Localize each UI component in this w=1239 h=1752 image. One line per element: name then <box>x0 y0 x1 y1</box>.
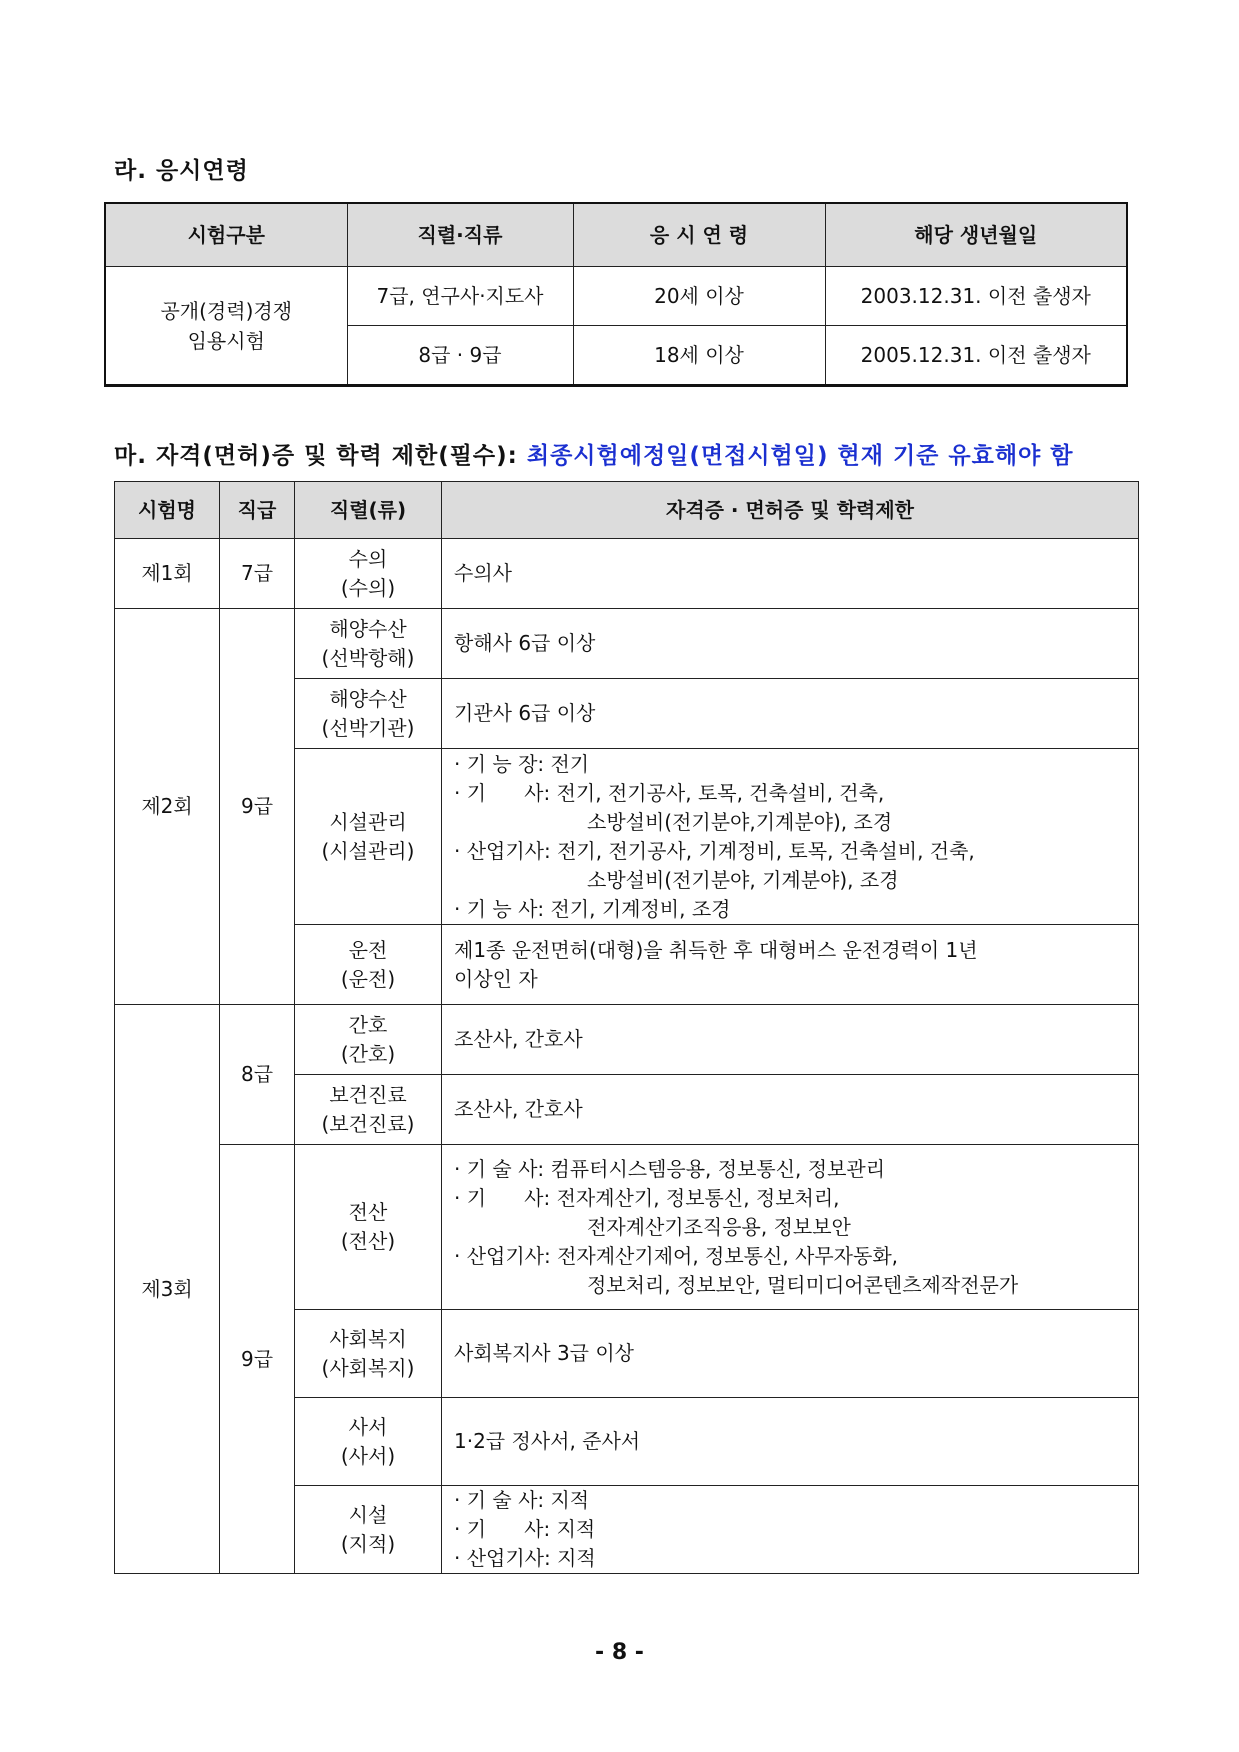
table-row <box>115 539 1139 609</box>
requirement-cell <box>442 679 1139 749</box>
age-cell: 18세 이상 <box>573 326 825 386</box>
requirement-line: 정보처리, 정보보안, 멀티미디어콘텐츠제작전문가 <box>587 1272 1019 1297</box>
requirement-line: 이상인 자 <box>454 966 538 991</box>
grade-cell: 9급 <box>220 609 295 1005</box>
series-line: 사서 <box>348 1414 388 1439</box>
requirement-line: · 기 능 사: 전기, 기계정비, 조경 <box>454 896 731 921</box>
series-line: 시설관리 <box>329 809 407 834</box>
header-cell: 시험구분 <box>105 203 347 267</box>
age-table <box>104 202 1128 387</box>
series-cell <box>295 679 442 749</box>
series-line: (사회복지) <box>321 1355 415 1380</box>
category-line: 임용시험 <box>187 328 265 353</box>
series-cell <box>295 1398 442 1486</box>
table-header-row <box>115 482 1139 539</box>
license-table <box>114 481 1139 1574</box>
series-cell <box>295 1486 442 1574</box>
exam-name-cell: 제1회 <box>115 539 220 609</box>
requirement-line: · 산업기사: 전기, 전기공사, 기계정비, 토목, 건축설비, 건축, <box>454 838 975 863</box>
requirement-line: 항해사 6급 이상 <box>454 631 596 655</box>
exam-name-cell: 제3회 <box>115 1005 220 1574</box>
series-line: (보건진료) <box>321 1111 415 1136</box>
header-cell: 직렬(류) <box>295 482 442 539</box>
series-line: 전산 <box>348 1200 388 1224</box>
section-title: 라. 응시연령 <box>114 158 249 184</box>
series-line: 해양수산 <box>329 616 407 641</box>
header-cell: 직급 <box>220 482 295 539</box>
section-heading-ma <box>114 437 1074 470</box>
requirement-line: · 기 술 사: 지적 <box>454 1488 590 1512</box>
requirement-cell <box>442 1310 1139 1398</box>
requirement-cell: 수의사 <box>442 539 1139 609</box>
series-cell <box>295 925 442 1005</box>
requirement-line: · 산업기사: 전자계산기제어, 정보통신, 사무자동화, <box>454 1243 898 1268</box>
exam-category-cell <box>105 267 347 386</box>
requirement-cell <box>442 925 1139 1005</box>
series-line: (선박기관) <box>321 715 415 740</box>
category-line: 공개(경력)경쟁 <box>160 298 293 323</box>
series-line: (선박항해) <box>321 645 415 670</box>
requirement-line: · 산업기사: 지적 <box>454 1546 596 1570</box>
series-line: 보건진료 <box>329 1082 407 1107</box>
grade-cell: 7급 <box>220 539 295 609</box>
page-number: - 8 - <box>595 1640 644 1665</box>
section-heading-ra <box>114 152 249 185</box>
age-cell: 20세 이상 <box>573 267 825 326</box>
header-cell: 자격증 · 면허증 및 학력제한 <box>442 482 1139 539</box>
table-row <box>105 267 1127 326</box>
series-line: (간호) <box>340 1041 396 1066</box>
series-cell <box>295 539 442 609</box>
series-cell <box>295 749 442 925</box>
requirement-cell <box>442 1005 1139 1075</box>
series-line: (전산) <box>340 1229 396 1253</box>
requirement-cell <box>442 1398 1139 1486</box>
series-cell <box>295 609 442 679</box>
header-cell: 해당 생년월일 <box>825 203 1127 267</box>
requirement-line: 조산사, 간호사 <box>454 1027 583 1051</box>
grade-cell: 8급 <box>220 1005 295 1145</box>
series-cell: 7급, 연구사·지도사 <box>347 267 573 326</box>
requirement-line: · 기 사: 지적 <box>454 1517 596 1541</box>
series-cell: 8급 · 9급 <box>347 326 573 386</box>
series-line: 수의 <box>348 546 388 571</box>
requirement-line: 기관사 6급 이상 <box>454 701 596 725</box>
requirement-line: · 기 능 장: 전기 <box>454 751 590 776</box>
series-line: 사회복지 <box>329 1326 407 1351</box>
requirement-cell <box>442 1075 1139 1145</box>
section-note: 최종시험예정일(면접시험일) 현재 기준 유효해야 함 <box>526 443 1074 469</box>
exam-name-cell: 제2회 <box>115 609 220 1005</box>
requirement-line: 소방설비(전기분야, 기계분야), 조경 <box>587 867 899 892</box>
birth-cell: 2003.12.31. 이전 출생자 <box>825 267 1127 326</box>
table-row <box>115 1145 1139 1310</box>
series-line: 해양수산 <box>329 686 407 711</box>
series-line: (사서) <box>340 1443 396 1468</box>
requirement-cell <box>442 749 1139 925</box>
requirement-line: 1·2급 정사서, 준사서 <box>454 1429 641 1453</box>
requirement-line: 소방설비(전기분야,기계분야), 조경 <box>587 809 893 834</box>
requirement-line: · 기 술 사: 컴퓨터시스템응용, 정보통신, 정보관리 <box>454 1156 886 1181</box>
series-line: 운전 <box>348 937 388 962</box>
section-title: 마. 자격(면허)증 및 학력 제한(필수): <box>114 443 527 469</box>
series-cell <box>295 1075 442 1145</box>
table-row <box>115 1005 1139 1075</box>
birth-cell: 2005.12.31. 이전 출생자 <box>825 326 1127 386</box>
requirement-line: 사회복지사 3급 이상 <box>454 1341 634 1365</box>
header-cell: 시험명 <box>115 482 220 539</box>
header-cell: 응 시 연 령 <box>573 203 825 267</box>
series-line: (수의) <box>340 575 396 600</box>
requirement-line: 조산사, 간호사 <box>454 1097 583 1121</box>
series-cell <box>295 1310 442 1398</box>
requirement-line: 전자계산기조직응용, 정보보안 <box>587 1214 851 1239</box>
series-line: 시설 <box>348 1502 388 1527</box>
series-line: (운전) <box>340 966 396 991</box>
requirement-cell <box>442 1486 1139 1574</box>
requirement-cell <box>442 609 1139 679</box>
series-line: (지적) <box>340 1531 396 1556</box>
requirement-line: 제1종 운전면허(대형)을 취득한 후 대형버스 운전경력이 1년 <box>454 937 978 962</box>
header-cell: 직렬·직류 <box>347 203 573 267</box>
series-cell <box>295 1145 442 1310</box>
grade-cell: 9급 <box>220 1145 295 1574</box>
requirement-line: · 기 사: 전기, 전기공사, 토목, 건축설비, 건축, <box>454 780 885 805</box>
requirement-line: · 기 사: 전자계산기, 정보통신, 정보처리, <box>454 1185 840 1210</box>
table-row <box>115 609 1139 679</box>
series-line: 간호 <box>348 1012 388 1037</box>
requirement-cell <box>442 1145 1139 1310</box>
series-cell <box>295 1005 442 1075</box>
series-line: (시설관리) <box>321 838 415 863</box>
table-header-row <box>105 203 1127 267</box>
